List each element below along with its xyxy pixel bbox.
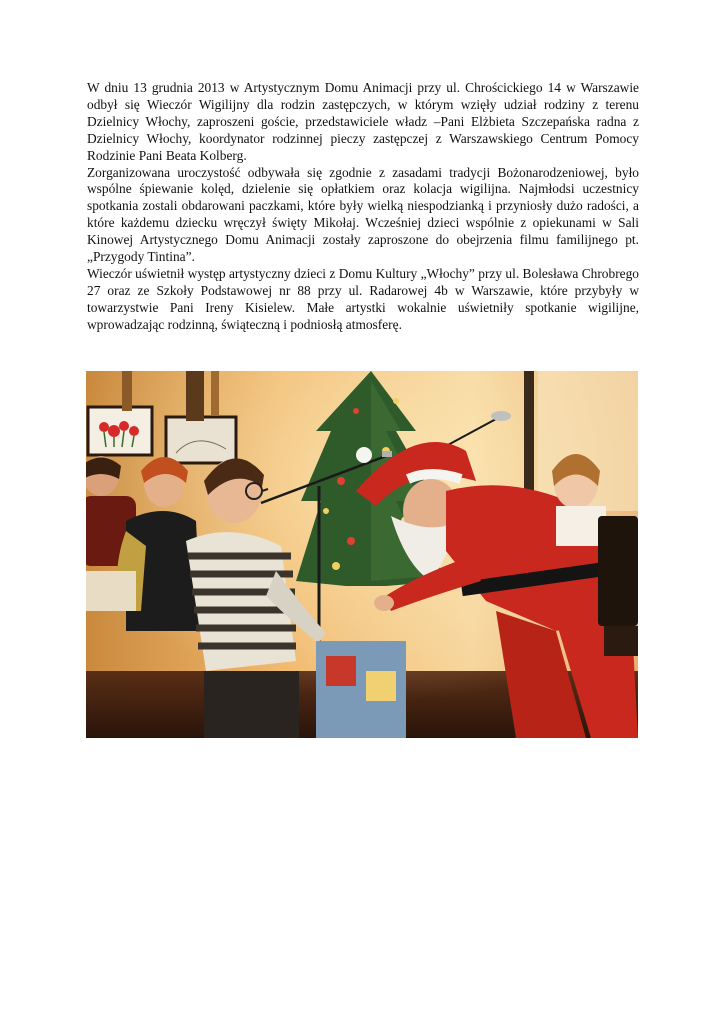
paragraph-event-intro: W dniu 13 grudnia 2013 w Artystycznym Domu Animacji przy ul. Chrościckiego 14 w Warszawie odbył się Wieczór Wigilijny dla rodzin zastępczych, w którym wzięły udział rodziny z terenu Dzielnicy Włochy, zaproszeni goście, przedstawiciele władz –Pani Elżbieta Szczepańska radna z Dzielnicy Włochy, koordynator rodzinnej pieczy zastępczej z Warszawskiego Centrum Pomocy Rodzinie Pani Beata Kolberg. — [87, 80, 639, 163]
chair-icon — [598, 516, 638, 656]
gift-bag-icon — [316, 641, 406, 738]
article-text — [87, 80, 639, 334]
wall-picture-sketch-icon — [166, 417, 236, 463]
christmas-event-photo — [86, 371, 638, 738]
paragraph-celebration: Zorganizowana uroczystość odbywała się zgodnie z zasadami tradycji Bożonarodzeniowej, było wspólne śpiewanie kolęd, dzielenie się opłatkiem oraz kolacja wigilijna. Najmłodsi uczestnicy spotkania zostali obdarowani paczkami, które były wielką niespodzianką i przyniosły dużo radości, a które każdemu dziecku wręczył święty Mikołaj. Wcześniej dzieci wspólnie z opiekunami w Sali Kinowej Artystycznego Domu Animacji zostały zaproszone do obejrzenia filmu familijnego pt. „Przygody Tintina”. — [87, 164, 639, 265]
wall-picture-flowers-icon — [88, 407, 152, 455]
paragraph-performance: Wieczór uświetnił występ artystyczny dzieci z Domu Kultury „Włochy” przy ul. Bolesława Chrobrego 27 oraz ze Szkoły Podstawowej nr 88 przy ul. Radarowej 4b w Warszawie, które przybyły w towarzystwie Pani Ireny Kisielew. Małe artystki wokalnie uświetniły spotkanie wigilijne, wprowadzając rodzinną, świąteczną i podniosłą atmosferę. — [87, 265, 639, 332]
